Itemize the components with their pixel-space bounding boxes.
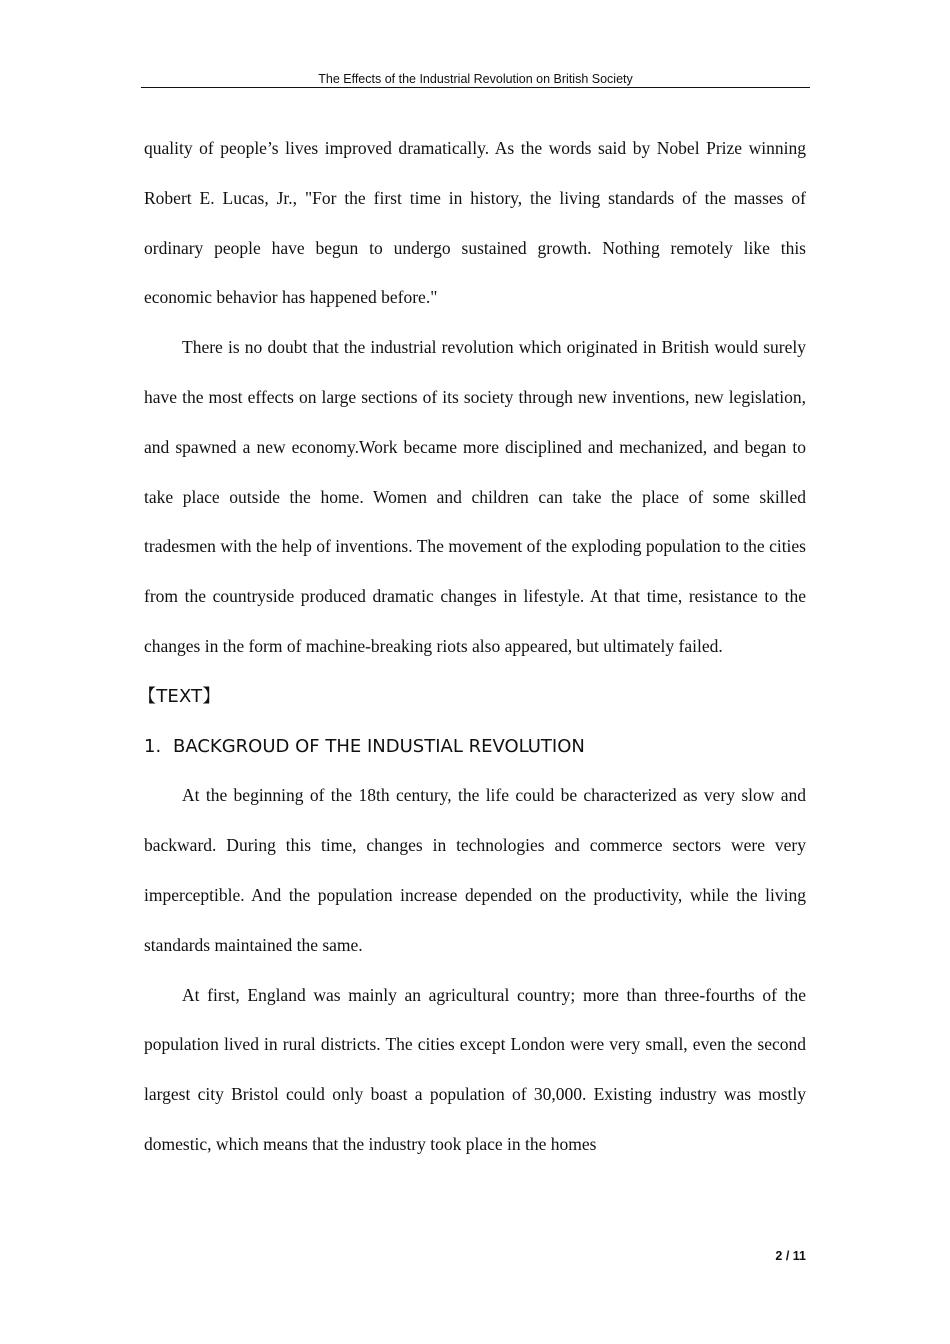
header-rule bbox=[141, 87, 810, 88]
paragraph-3: At the beginning of the 18th century, the life could be characterized as very slow and backward. During this time, changes in technologies and commerce sectors were very imperceptible. And the population increase depended on the productivity, while the living standards maintained the same. bbox=[144, 785, 806, 955]
section-label bbox=[138, 672, 806, 722]
page-number: 2 / 11 bbox=[775, 1249, 806, 1263]
section-heading bbox=[144, 722, 806, 772]
heading-number: 1. bbox=[144, 735, 162, 757]
document-body bbox=[138, 124, 806, 1170]
paragraph-2: There is no doubt that the industrial revolution which originated in British would surely have the most effects on large sections of its society through new inventions, new legislation, and spawned a new economy.Work became more disciplined and mechanized, and began to take place outside the home. Women and children can take the place of some skilled tradesmen with the help of inventions. The movement of the exploding population to the cities from the countryside produced dramatic changes in lifestyle. At that time, resistance to the changes in the form of machine-breaking riots also appeared, but ultimately failed. bbox=[144, 337, 806, 656]
heading-title: BACKGROUD OF THE INDUSTIAL REVOLUTION bbox=[173, 735, 585, 757]
page-header bbox=[141, 70, 810, 90]
paragraph-4: At first, England was mainly an agricultural country; more than three-fourths of the population lived in rural districts. The cities except London were very small, even the second largest city Bristol could only boast a population of 30,000. Existing industry was mostly domestic, which means that the industry took place in the homes bbox=[144, 984, 806, 1154]
paragraph-1: quality of people’s lives improved dramatically. As the words said by Nobel Prize winning Robert E. Lucas, Jr., "For the first time in history, the living standards of the masses of ordinary people have begun to undergo sustained growth. Nothing remotely like this economic behavior has happened before." bbox=[144, 138, 806, 308]
header-title: The Effects of the Industrial Revolution on British Society bbox=[318, 72, 633, 86]
section-label-text: 【TEXT】 bbox=[138, 685, 221, 707]
